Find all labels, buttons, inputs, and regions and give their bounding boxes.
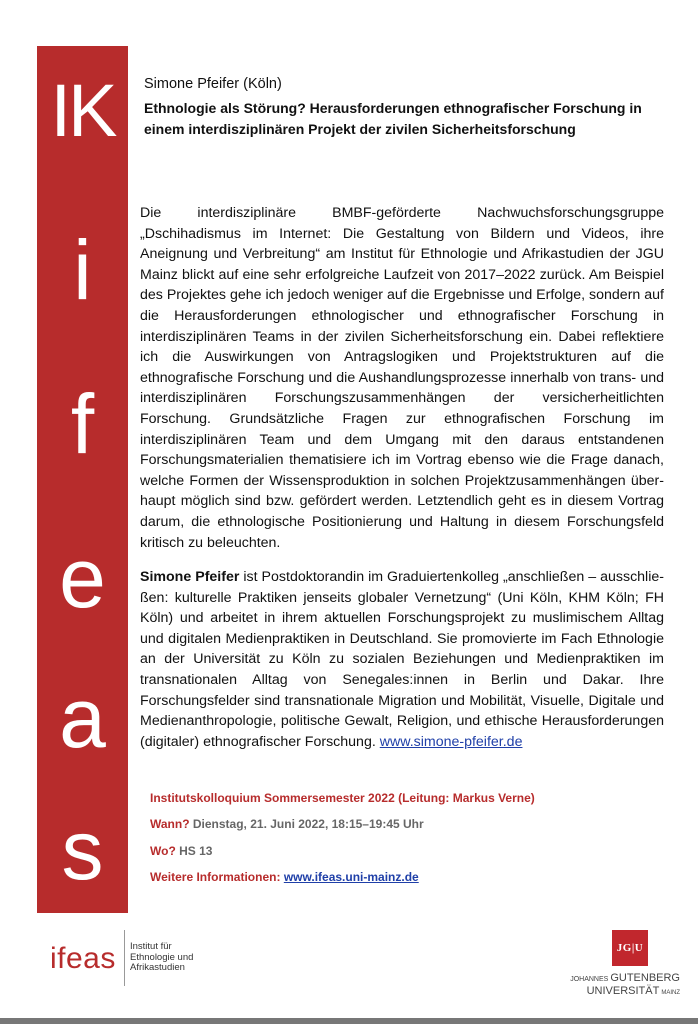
bio-text: ist Postdoktorandin im Graduiertenkolleg „anschließen – ausschließen: kulturelle Praktiken jenseits globaler Vernetzung“ (Uni Köln, KHM Köln; FH Köln) und arbeitet in ihrem aktuellen Forschungsprojekt zu muslimischem Alltag und digitalen Medienpraktiken in Deutschland. Sie promovierte im Fach Ethnologie an der Universität zu Köln zu sozialen Beziehungen und Medienpraktiken im transnationalen Alltag von Senegales:innen in Berlin und Dakar. Ihre Forschungsfelder sind transnationale Migration und Mobilität, Visuelle, Digitale und Medienanthropologie, politische Gewalt, Religion, und ethische Herausforderungen (digitaler) ethnografischer Forschung.	[140, 569, 664, 750]
where-value: HS 13	[175, 844, 213, 858]
event-more-info	[150, 870, 419, 884]
jgu-logo	[540, 930, 680, 1000]
sidebar-letter-s: s	[61, 803, 104, 897]
jgu-line-1	[570, 972, 680, 984]
sidebar-letter-ik: IK	[50, 69, 115, 152]
ifeas-logo	[50, 930, 250, 986]
sidebar-letter-f: f	[70, 377, 95, 471]
ifeas-institute-name	[130, 942, 240, 974]
speaker-name: Simone Pfeifer (Köln)	[144, 76, 282, 92]
jgu-universitaet: UNIVERSITÄT	[586, 985, 660, 997]
ifeas-line-1: Institut für	[130, 941, 172, 952]
ifeas-line-2: Ethnologie und	[130, 951, 194, 963]
abstract-paragraph: Die interdisziplinäre BMBF-geförderte Nachwuchsforschungsgruppe „Dschihadismus im Internet: Die Gestaltung von Bildern und Videos, ihre Aneignung und Verbreitung“ am Institut für Ethnologie und Afrikastudien der JGU Mainz blickt auf eine sehr erfolgreiche Laufzeit von 2017–2022 zurück. Am Beispiel des Projektes gehe ich jedoch weniger auf die Ergebnisse und Erfolge, sondern auf die Herausforderungen ethnologischer und ethnografischer Forschung in interdisziplinären Teams in der zivilen Sicherheitsforschung ein. Dabei reflektiere ich die Auswirkungen von Antragslogiken und Projektstrukturen auf die ethnografische Forschung und die Aushandlungsprozesse innerhalb von trans- und interdisziplinären Forschungszusammenhängen der versicherheitlichten Forschung. Grundsätzliche Fragen zur ethnografischen Forschung im interdisziplinären Team und dem Umgang mit den daraus entstandenen Forschungsmaterialien thematisiere ich im Vortrag ebenso wie die Frage danach, welche Formen der Wissensproduktion in solchen Projektzusammenhängen überhaupt möglich sind bzw. gefördert werden. Letztendlich geht es in diesem Vortrag darum, die ethnologische Positionierung und Haltung in diesem Forschungsfeld kritisch zu beleuchten.	[140, 205, 664, 551]
sidebar-letter-a: a	[59, 671, 106, 765]
when-label: Wann?	[150, 817, 190, 831]
ifeas-wordmark: ifeas	[50, 942, 116, 975]
where-label: Wo?	[150, 844, 176, 858]
jgu-line-2	[587, 985, 680, 997]
speaker-website-link[interactable]: www.simone-pfeifer.de	[379, 733, 523, 750]
jgu-johannes: JOHANNES	[570, 976, 609, 983]
ifeas-website-link[interactable]: www.ifeas.uni-mainz.de	[283, 870, 419, 884]
footer-bar	[0, 1018, 698, 1024]
sidebar-letter-e: e	[59, 531, 106, 625]
bio-name: Simone Pfeifer	[140, 569, 240, 585]
jgu-emblem: JG|U	[612, 930, 648, 966]
event-where	[150, 844, 212, 858]
ikifeas-sidebar	[37, 46, 128, 913]
more-info-label: Weitere Informationen:	[150, 870, 281, 884]
jgu-gutenberg: GUTENBERG	[610, 972, 680, 984]
sidebar-letter-i: i	[73, 223, 92, 317]
logo-divider	[124, 930, 125, 986]
ifeas-line-3: Afrikastudien	[130, 962, 185, 973]
bio-paragraph	[140, 567, 664, 752]
event-when	[150, 817, 424, 831]
when-value: Dienstag, 21. Juni 2022, 18:15–19:45 Uhr	[189, 817, 424, 831]
talk-title: Ethnologie als Störung? Herausforderungen ethnografischer Forschung in einem interdisziplinären Projekt der zivilen Sicherheitsforschung	[144, 100, 642, 137]
colloquium-series: Institutskolloquium Sommersemester 2022 (Leitung: Markus Verne)	[150, 791, 535, 805]
jgu-mainz: MAINZ	[661, 990, 680, 996]
